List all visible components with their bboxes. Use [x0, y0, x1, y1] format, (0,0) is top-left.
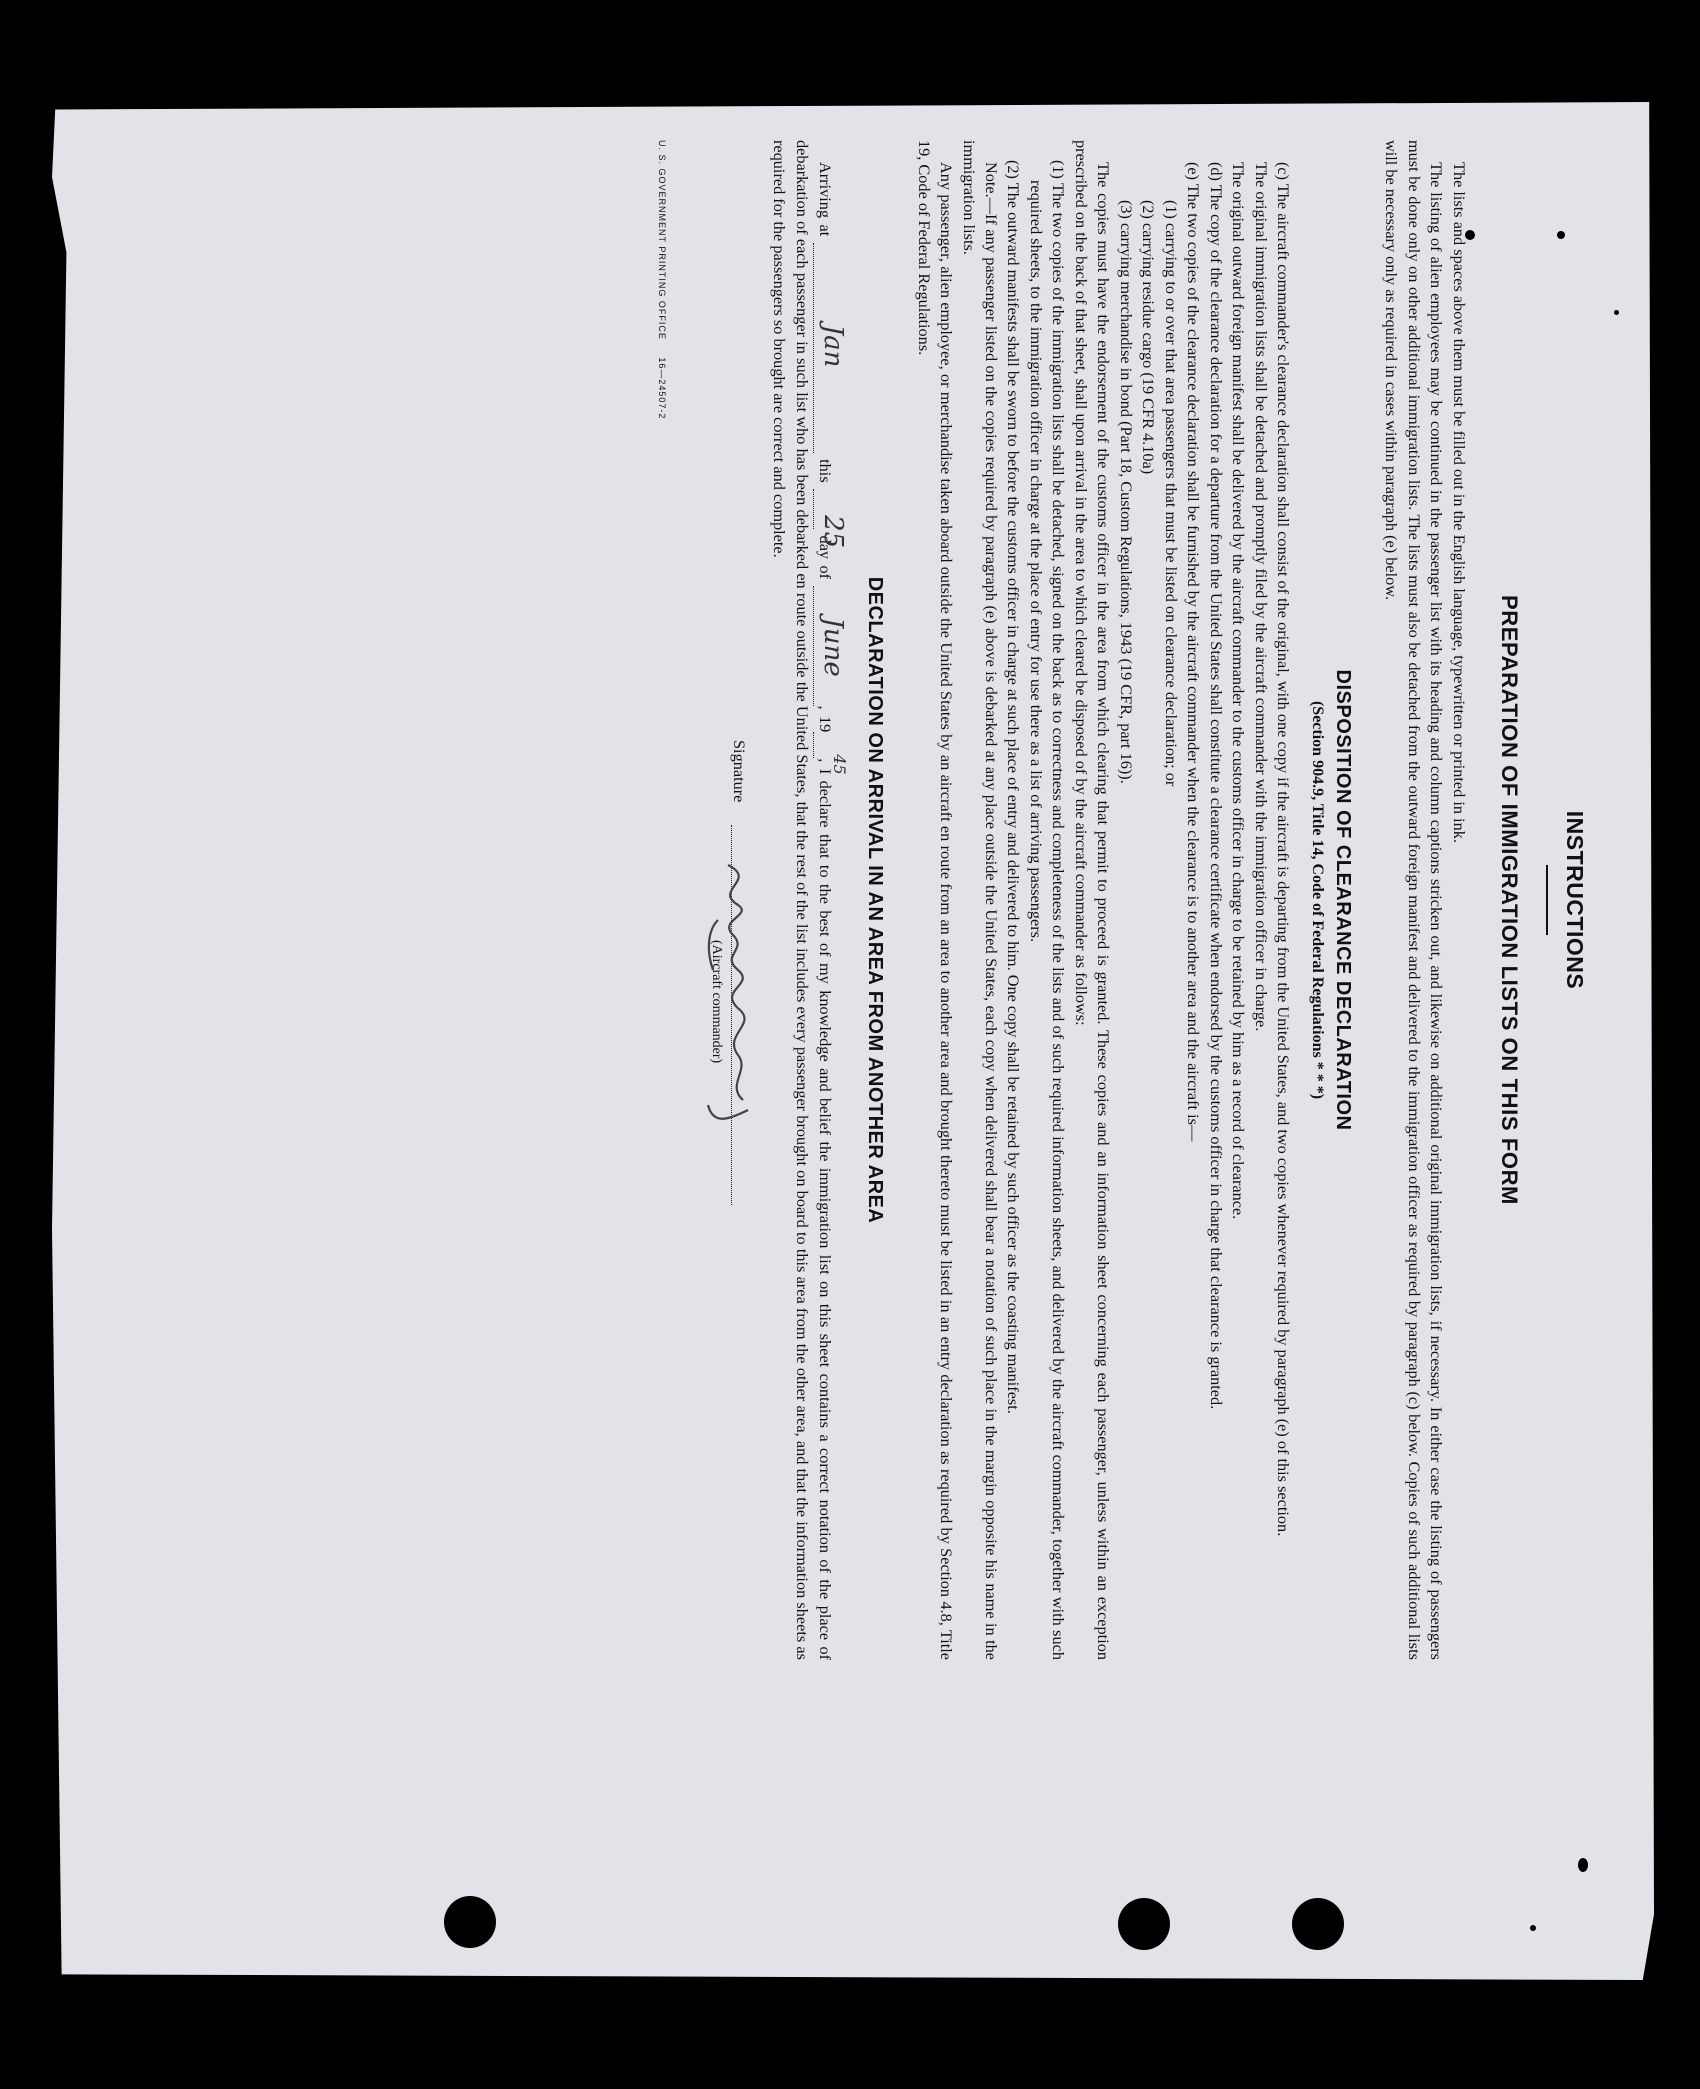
signature-caption: (Aircraft commander)	[709, 940, 725, 1064]
signature-block	[708, 140, 768, 1660]
handwritten-month: June	[818, 617, 849, 677]
punch-hole-middle	[1118, 1898, 1170, 1950]
list-item: (3) carrying merchandise in bond (Part 18, Custom Regulations, 1943 (19 CFR, part 16)).	[1116, 200, 1136, 784]
arriving-label: Arriving at	[816, 162, 836, 237]
signature-label: Signature	[730, 740, 750, 803]
handwritten-year: 45	[830, 754, 850, 775]
declaration-body: I declare that to the best of my knowledge and belief the immigration list on this sheet contains a correct notation of the place of debarkation of each passenger in such list who has been debarked en route outside the United States, that the rest of the list includes every passenger brought on board to this area from the other area, and that the information sheets as required for the passengers so brought are correct and complete.	[770, 140, 836, 1661]
title-rule	[1546, 865, 1548, 935]
paragraph: The listing of alien employees may be continued in the passenger list with its heading and column captions stricken out, and likewise on additional original immigration lists, if necessary. In either case the listing of passengers must be done only on other additional immigration lists. The lists must also be detached from the outward foreign manifest and delivered to the immigration officer as required by paragraph (c) below. Copies of such additional lists will be necessary only as required in cases within paragraph (e) below.	[1382, 140, 1447, 1660]
list-item: (2) The outward manifests shall be sworn to before the customs officer in charge at such place of entry and delivered to him. One copy shall be retained by such officer as the coasting manifest.	[1004, 160, 1024, 1414]
paragraph: (c) The aircraft commander's clearance declaration shall consist of the original, with one copy if the aircraft is departing from the United States, and two copies whenever required by paragraph (e) of this section.	[1274, 162, 1294, 1537]
list-item: (1) The two copies of the immigration lists shall be detached, signed on the back as to correctness and completeness of the lists and of such required information sheets, and delivered by the aircraft commander, together with such required sheets, to the immigration officer in charge at the place of entry for use there as a list of arriving passengers.	[1026, 160, 1069, 1660]
handwritten-arrival: Jan	[818, 324, 849, 368]
declaration-text: Arriving at Jan this 25 day of June , 19 45 , I declare that to the best of my knowledge and belief the immigration list on this sheet contains a correct notation of the place of debarkation of each passenger in such list who has been debarked en route outside the United States, that the rest of the list includes every passenger brought on board to this area from the other area, and that the information sheets as required for the passengers so brought are correct and complete.	[770, 140, 850, 1661]
day-of-label: day of	[816, 535, 836, 580]
list-item: (2) carrying residue cargo (19 CFR 4.10a)	[1139, 200, 1159, 475]
rotated-form-content	[500, 140, 1590, 1660]
list-item: (1) carrying to or over that area passengers that must be listed on clearance declaration; or	[1161, 200, 1181, 787]
regulation-reference: (Section 904.9, Title 14, Code of Federal Regulations * * *)	[1309, 700, 1327, 1100]
paragraph: (e) The two copies of the clearance declaration shall be furnished by the aircraft commander when the clearance is to another area and the aircraft is—	[1184, 162, 1204, 1142]
paragraph: The original outward foreign manifest shall be delivered by the aircraft commander to the customs officer in charge to be retained by him as a record of clearance.	[1229, 162, 1249, 1220]
this-label: this	[816, 459, 836, 483]
paragraph: The original immigration lists shall be detached and promptly filed by the aircraft commander with the immigration officer in charge.	[1251, 162, 1271, 1032]
month-field[interactable]	[813, 586, 849, 706]
punch-hole-bottom	[444, 1896, 496, 1948]
paragraph: The copies must have the endorsement of the customs officer in the area from which clearing that permit to proceed is granted. These copies and an information sheet concerning each passenger, unless within an exception prescribed on the back of that sheet, shall upon arrival in the area to which cleared be disposed of by the aircraft commander as follows:	[1071, 140, 1114, 1660]
speck	[1530, 1925, 1536, 1931]
year-prefix: 19	[816, 716, 836, 733]
printer-imprint: U. S. GOVERNMENT PRINTING OFFICE 16—24507-2	[657, 140, 668, 420]
section-heading-disposition: DISPOSITION OF CLEARANCE DECLARATION	[1331, 669, 1354, 1131]
note: Note.—If any passenger listed on the copies required by paragraph (e) above is debarked at any place outside the United States, each copy when delivered shall bear a notation of such place in the margin opposite his name in the immigration lists.	[959, 140, 1001, 1660]
day-field[interactable]	[813, 489, 849, 549]
year-field[interactable]	[813, 732, 850, 775]
speck	[1578, 1858, 1588, 1872]
punch-hole-top	[1292, 1898, 1344, 1950]
paragraph: The lists and spaces above them must be filled out in the English language, typewritten or printed in ink.	[1449, 162, 1469, 843]
arriving-field[interactable]	[813, 243, 849, 453]
handwritten-day: 25	[818, 515, 849, 549]
paragraph: Any passenger, alien employee, or merchandise taken aboard outside the United States by an aircraft en route from an area to another area and brought thereto must be listed in an entry declaration as required by Section 4.8, Title 19, Code of Federal Regulations.	[914, 140, 957, 1660]
page-title: INSTRUCTIONS	[1562, 810, 1588, 990]
section-heading-preparation: PREPARATION OF IMMIGRATION LISTS ON THIS FORM	[1497, 595, 1523, 1205]
section-heading-declaration: DECLARATION ON ARRIVAL IN AN AREA FROM ANOTHER AREA	[864, 576, 887, 1224]
paragraph: (d) The copy of the clearance declaration for a departure from the United States shall constitute a clearance certificate when endorsed by the customs officer in charge that clearance is granted.	[1206, 162, 1226, 1410]
speck	[1614, 310, 1619, 315]
